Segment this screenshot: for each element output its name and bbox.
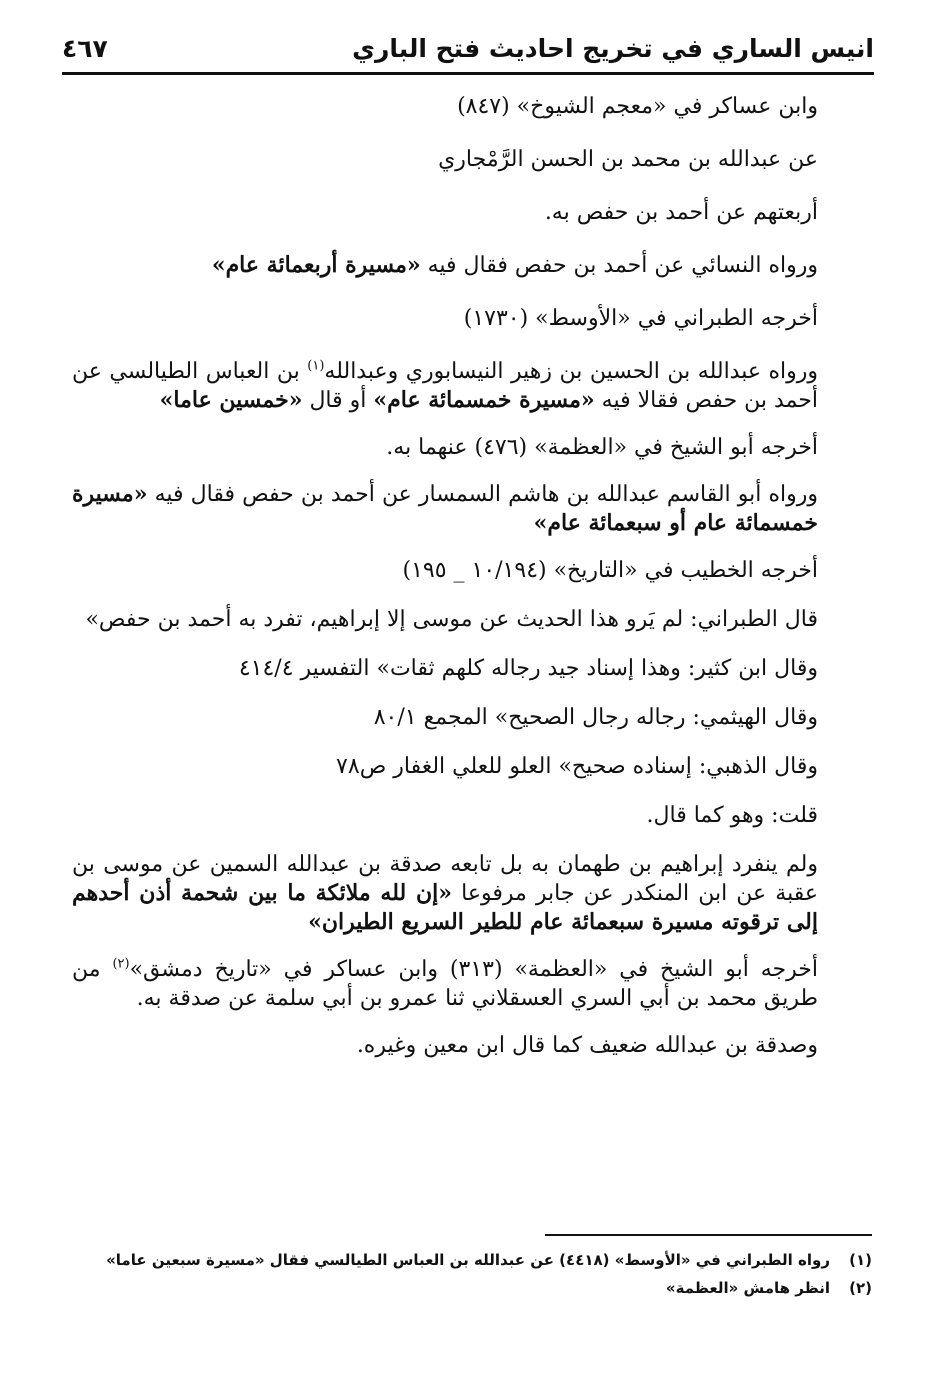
text-run: أو قال (302, 388, 374, 413)
footnote-ref[interactable]: (١) (307, 358, 325, 374)
text-run: أخرجه أبو الشيخ في «العظمة» (٣١٣) وابن عساكر في «تاريخ دمشق» (129, 957, 818, 982)
footnote-number: (١) (849, 1251, 872, 1269)
quoted-hadith-text: «مسيرة خمسمائة عام أو سبعمائة عام» (72, 481, 818, 536)
footnote-text: رواه الطبراني في «الأوسط» (٤٤١٨) عن عبدالله بن العباس الطيالسي فقال «مسيرة سبعين عاما» (106, 1251, 830, 1269)
paragraph (72, 605, 872, 634)
paragraph (72, 198, 872, 227)
text-run: وقال ابن كثير: وهذا إسناد جيد رجاله كلهم ثقات» التفسير ٤١٤/٤ (238, 656, 818, 681)
text-run: ورواه النسائي عن أحمد بن حفص فقال فيه (420, 253, 818, 278)
text-run: وصدقة بن عبدالله ضعيف كما قال ابن معين وغيره. (356, 1033, 818, 1058)
paragraph (72, 1031, 872, 1060)
quoted-hadith-text: «إن لله ملائكة ما بين شحمة أذن أحدهم إلى ترقوته مسيرة سبعمائة عام للطير السريع الطيران» (72, 880, 818, 935)
text-run: ورواه عبدالله بن الحسين بن زهير النيسابوري وعبدالله (324, 359, 819, 384)
footnote-ref[interactable]: (٢) (112, 956, 130, 972)
header-divider (62, 72, 874, 75)
footnote-number: (٢) (849, 1279, 872, 1297)
text-run: أخرجه أبو الشيخ في «العظمة» (٤٧٦) عنهما به. (386, 435, 818, 460)
paragraph (72, 251, 872, 280)
footnote (72, 1246, 872, 1274)
text-run: من طريق محمد بن أبي السري العسقلاني ثنا عمرو بن أبي سلمة عن صدقة به. (72, 957, 818, 1011)
paragraph (72, 304, 872, 333)
text-run: وابن عساكر في «معجم الشيوخ» (٨٤٧) (457, 94, 818, 119)
quoted-hadith-text: «خمسين عاما» (159, 387, 303, 413)
paragraph (72, 433, 872, 462)
book-title: انيس الساري في تخريج احاديث فتح الباري (352, 33, 874, 63)
paragraph (72, 703, 872, 732)
text-run: وقال الهيثمي: رجاله رجال الصحيح» المجمع ٨٠/١ (373, 705, 818, 730)
text-run: عن عبدالله بن محمد بن الحسن الرَّمْجاري (438, 147, 818, 172)
text-run: أخرجه الطبراني في «الأوسط» (١٧٣٠) (463, 306, 818, 331)
paragraph (72, 556, 872, 585)
paragraph (72, 955, 872, 1013)
text-run: أربعتهم عن أحمد بن حفص به. (544, 200, 818, 225)
paragraph (72, 850, 872, 937)
footnote-text: انظر هامش «العظمة» (665, 1279, 830, 1297)
paragraph (72, 145, 872, 174)
page-header (62, 30, 874, 66)
text-run: قلت: وهو كما قال. (646, 803, 818, 828)
paragraph (72, 92, 872, 121)
paragraph (72, 480, 872, 538)
text-run: بن العباس الطيالسي عن أحمد بن حفص فقالا فيه (72, 359, 818, 413)
text-run: وقال الذهبي: إسناده صحيح» العلو للعلي الغفار ص٧٨ (336, 754, 818, 779)
paragraph (72, 801, 872, 830)
quoted-hadith-text: «مسيرة خمسمائة عام» (373, 387, 595, 413)
quoted-hadith-text: «مسيرة أربعمائة عام» (211, 252, 421, 278)
paragraph (72, 752, 872, 781)
footnotes (72, 1246, 872, 1302)
footnote-divider (545, 1234, 872, 1236)
page-number: ٤٦٧ (62, 33, 108, 63)
text-run: أخرجه الخطيب في «التاريخ» (١٠/١٩٤ _ ١٩٥) (402, 558, 818, 583)
footnote (72, 1274, 872, 1302)
main-text (72, 92, 872, 1084)
paragraph (72, 357, 872, 415)
paragraph (72, 654, 872, 683)
text-run: ولم ينفرد إبراهيم بن طهمان به بل تابعه صدقة بن عبدالله السمين عن موسى بن عقبة عن ابن المنكدر عن جابر مرفوعا (72, 852, 818, 906)
text-run: ورواه أبو القاسم عبدالله بن هاشم السمسار عن أحمد بن حفص فقال فيه (147, 482, 818, 507)
text-run: قال الطبراني: لم يَرو هذا الحديث عن موسى إلا إبراهيم، تفرد به أحمد بن حفص» (85, 607, 818, 632)
